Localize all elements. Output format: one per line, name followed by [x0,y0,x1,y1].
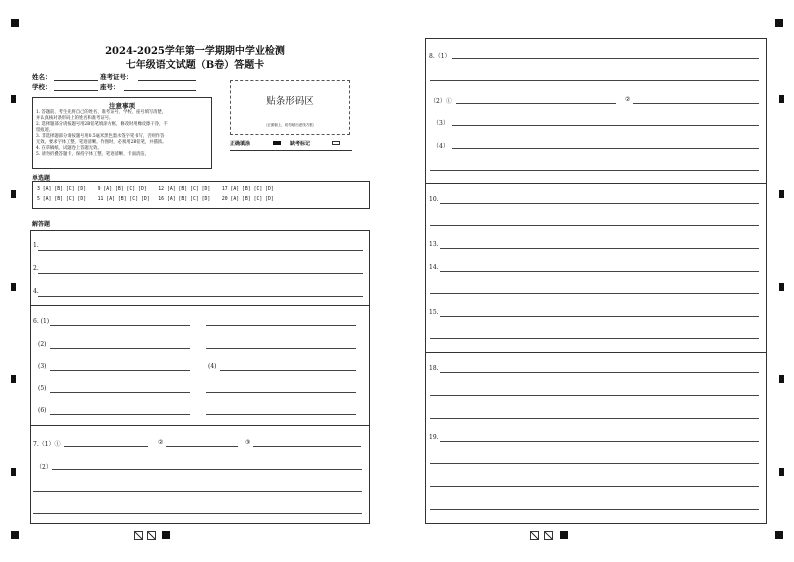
choice-row-1[interactable]: 3 [A] [B] [C] [D] 9 [A] [B] [C] [D] 12 [A] [B] [C] [D] 17 [A] [B] [C] [D] [37,187,274,192]
notice-line: 4. 在草稿纸、试题卷上答题无效。 [36,146,102,151]
answer-line[interactable] [633,103,759,104]
question-10-label: 10. [429,196,439,203]
question-18-label: 18. [429,365,439,372]
answer-line[interactable] [452,125,759,126]
question-7-b-label: ② [158,439,164,446]
answer-line[interactable] [430,293,759,294]
answer-line[interactable] [440,441,759,442]
barcode-hint: （正面朝上，切勿贴出虚线方框） [263,123,317,127]
choice-box [32,181,370,209]
page-title: 2024-2025学年第一学期期中学业检测 [105,46,285,57]
answer-section-title: 解答题 [32,221,51,228]
corner-mark-bottom-right [775,531,783,539]
page-code-box [530,531,539,540]
answer-line[interactable] [50,348,190,349]
notice-line: 无效。要求字体工整、笔迹清晰。作图时，必须用2B铅笔，并描浓。 [36,140,167,145]
answer-line[interactable] [206,414,356,415]
question-6-4-label: (4) [208,363,217,370]
answer-line[interactable] [430,509,759,510]
divider [30,425,370,426]
question-7-2-label: （2） [36,464,52,471]
answer-line[interactable] [430,225,759,226]
answer-line[interactable] [440,316,759,317]
question-6-5-label: (5) [38,385,47,392]
answer-line[interactable] [52,469,362,470]
answer-line[interactable] [206,325,356,326]
answer-line[interactable] [430,170,759,171]
answer-line[interactable] [220,370,356,371]
correct-fill-sample [273,141,281,145]
side-mark [11,190,16,198]
school-field[interactable] [54,90,98,91]
corner-mark-top-left [11,19,19,27]
choice-row-2[interactable]: 5 [A] [B] [C] [D] 11 [A] [B] [C] [D] 16 [A] [B] [C] [D] 20 [A] [B] [C] [D] [37,197,274,202]
answer-line[interactable] [38,250,363,251]
notice-line: 1. 答题前，考生先将自己的姓名、准考证号、学校、座号填写清楚， [36,110,167,115]
question-6-3-label: (3) [38,363,47,370]
notice-box [32,97,212,169]
answer-line[interactable] [430,395,759,396]
question-8-3-label: （3） [433,120,449,127]
divider [425,352,767,353]
question-7-label: 7.（1）① [33,441,61,448]
answer-line[interactable] [430,463,759,464]
divider [425,183,767,184]
answer-line[interactable] [50,370,190,371]
answer-line[interactable] [33,513,362,514]
page-code-box [134,531,143,540]
seat-label: 座号： [100,83,120,91]
side-mark [11,283,16,291]
notice-line: 5. 请勿折叠答题卡，保持字体工整、笔迹清晰、卡面清洁。 [36,152,149,157]
answer-line[interactable] [440,203,759,204]
side-mark [11,375,16,383]
page-code-box [147,531,156,540]
side-mark [779,283,784,291]
school-label: 学校： [32,83,52,91]
notice-line: 留痕迹。 [36,128,54,133]
answer-line[interactable] [456,103,616,104]
page-code-box [544,531,553,540]
question-6-6-label: (6) [38,407,47,414]
question-2-label: 2. [33,265,39,272]
question-19-label: 19. [429,434,439,441]
question-14-label: 14. [429,264,439,271]
name-label: 姓名： [32,73,52,81]
corner-mark-bottom-left [11,531,19,539]
answer-line[interactable] [440,248,759,249]
bottom-mark-left-page [162,531,170,539]
name-field[interactable] [54,80,98,81]
answer-line[interactable] [452,58,759,59]
answer-line[interactable] [253,446,361,447]
corner-mark-top-right [775,19,783,27]
divider [230,150,352,151]
question-8-2a-label: （2）① [430,98,452,105]
seat-field[interactable] [124,90,196,91]
missing-mark-label: 缺考标记 [290,141,311,147]
divider [30,305,370,306]
answer-line[interactable] [440,372,759,373]
right-answer-box [425,38,767,524]
missing-mark-box[interactable] [332,141,340,145]
question-1-label: 1. [33,242,39,249]
notice-title: 注意事项 [109,102,135,110]
side-mark [779,95,784,103]
exam-no-field[interactable] [138,80,196,81]
side-mark [779,468,784,476]
barcode-area [230,80,350,135]
correct-fill-label: 正确填涂 [230,141,251,147]
answer-line[interactable] [440,271,759,272]
side-mark [779,190,784,198]
answer-line[interactable] [430,418,759,419]
answer-line[interactable] [50,325,190,326]
answer-line[interactable] [50,392,190,393]
question-8-4-label: （4） [433,143,449,150]
question-15-label: 15. [429,309,439,316]
answer-line[interactable] [64,446,148,447]
left-answer-box [30,230,370,524]
question-8-2b-label: ② [625,96,631,103]
notice-line: 2. 选择题部分请按题号用2B铅笔填涂方框，修改时用橡皮擦干净，不 [36,122,168,127]
answer-line[interactable] [430,486,759,487]
answer-line[interactable] [430,80,759,81]
answer-line[interactable] [33,491,362,492]
answer-line[interactable] [452,148,759,149]
notice-line: 3. 非选择题部分请按题号用0.5毫米黑色墨水签字笔书写，否则作答 [36,134,165,139]
answer-line[interactable] [430,338,759,339]
question-8-label: 8.（1） [429,53,451,60]
question-4-label: 4. [33,288,39,295]
side-mark [11,95,16,103]
barcode-label: 贴条形码区 [266,96,314,107]
answer-line[interactable] [38,296,363,297]
answer-line[interactable] [166,446,238,447]
side-mark [779,375,784,383]
choice-section-title: 单选题 [32,175,51,182]
question-13-label: 13. [429,241,439,248]
notice-line: 并认真核对条形码上的姓名和准考证号。 [36,116,114,121]
answer-line[interactable] [206,348,356,349]
page-subtitle: 七年级语文试题（B卷）答题卡 [125,60,265,71]
exam-no-label: 准考证号： [100,73,133,81]
bottom-mark-right-page [560,531,568,539]
answer-line[interactable] [38,273,363,274]
side-mark [11,468,16,476]
answer-line[interactable] [206,392,356,393]
question-6-label: 6. (1) [33,318,50,325]
answer-line[interactable] [50,414,190,415]
question-7-c-label: ③ [245,439,251,446]
question-6-2-label: (2) [38,341,47,348]
